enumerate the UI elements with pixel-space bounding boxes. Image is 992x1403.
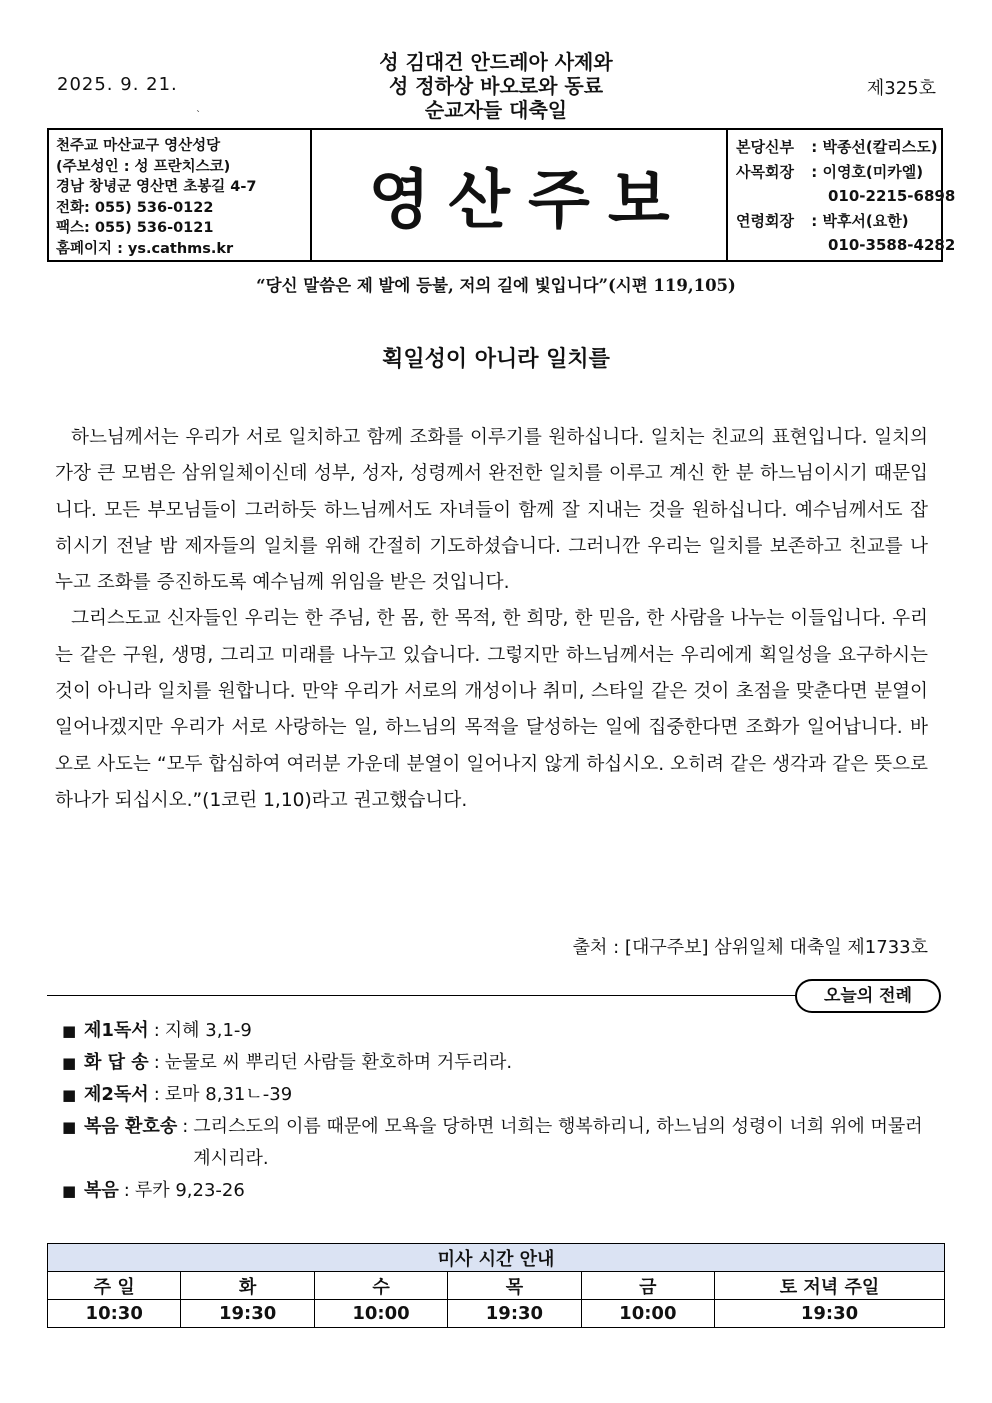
parish-info-line: 경남 창녕군 영산면 초봉길 4-7 <box>56 179 257 195</box>
reading-label: 복음 환호송 <box>84 1116 178 1137</box>
square-bullet-icon: ■ <box>62 1022 77 1040</box>
feast-line: 성 정하상 바오로와 동료 <box>388 74 604 98</box>
stray-mark: ` <box>196 110 201 121</box>
parish-info-line: (주보성인 : 성 프란치스코) <box>56 158 231 175</box>
staff-name: 박종선(칼리스도) <box>822 138 938 156</box>
staff-phone: 010-2215-6898 <box>828 187 956 205</box>
mass-day: 금 <box>581 1272 714 1300</box>
feast-line: 순교자들 대축일 <box>424 98 568 122</box>
square-bullet-icon: ■ <box>62 1118 77 1136</box>
bible-verse: “당신 말씀은 제 발에 등불, 저의 길에 빛입니다”(시편 119,105) <box>256 276 736 295</box>
staff-name: 이영호(미카엘) <box>822 162 924 181</box>
mass-times-row <box>48 1300 945 1328</box>
reading-item: ■ 제1독서 : 지혜 3,1-9 <box>62 1015 932 1047</box>
parish-info-line: 홈페이지 : ys.cathms.kr <box>56 240 234 257</box>
masthead <box>47 128 956 262</box>
mass-time: 19:30 <box>715 1300 945 1328</box>
mass-time: 19:30 <box>448 1300 581 1328</box>
staff-label: 본당신부 <box>736 138 794 156</box>
reading-text: 루카 9,23-26 <box>134 1180 245 1201</box>
staff-phone: 010-3588-4282 <box>828 236 956 254</box>
article-body <box>55 420 928 819</box>
mass-times-caption: 미사 시간 안내 <box>48 1244 945 1272</box>
reading-label: 제2독서 <box>84 1084 149 1105</box>
reading-item: ■ 제2독서 : 로마 8,31ㄴ-39 <box>62 1079 932 1111</box>
reading-text: 로마 8,31ㄴ-39 <box>164 1084 293 1105</box>
reading-label: 화 답 송 <box>84 1052 149 1073</box>
mass-day: 수 <box>314 1272 447 1300</box>
square-bullet-icon: ■ <box>62 1054 77 1072</box>
reading-item: ■ 화 답 송 : 눈물로 씨 뿌리던 사람들 환호하며 거두리라. <box>62 1047 932 1079</box>
article-title: 획일성이 아니라 일치를 <box>382 347 610 372</box>
staff-row: 연령회장 : 박후서(요한) <box>736 209 941 234</box>
staff-label: 연령회장 <box>736 211 794 230</box>
parish-info-line: 팩스: 055) 536-0121 <box>56 220 214 236</box>
square-bullet-icon: ■ <box>62 1182 77 1200</box>
parish-staff <box>726 130 956 260</box>
feast-title <box>0 50 992 122</box>
mass-time: 10:00 <box>581 1300 714 1328</box>
feast-line: 성 김대건 안드레아 사제와 <box>379 50 613 74</box>
reading-text: 그리스도의 이름 때문에 모욕을 당하면 너희는 행복하리니, 하느님의 성령이 너희 위에 머물러 계시리라. <box>193 1116 923 1169</box>
reading-text: 지혜 3,1-9 <box>164 1020 252 1041</box>
bulletin-title: 영산주보 <box>368 163 688 238</box>
article-source: 출처 : [대구주보] 삼위일체 대축일 제1733호 <box>572 937 928 958</box>
reading-label: 제1독서 <box>84 1020 149 1041</box>
article-paragraph: 그리스도교 신자들인 우리는 한 주님, 한 몸, 한 목적, 한 희망, 한 믿음, 한 사람을 나누는 이들입니다. 우리는 같은 구원, 생명, 그리고 미래를 나누고 있습니다. 그렇지만 하느님께서는 우리에게 획일성을 요구하시는 것이 아니라 일치를 원합니다. 만약 우리가 서로의 개성이나 취미, 스타일 같은 것이 초점을 맞춘다면 분열이 일어나겠지만 우리가 서로 사랑하는 일, 하느님의 목적을 달성하는 일에 집중한다면 조화가 일어납니다. 바오로 사도는 “모두 합심하여 여러분 가운데 분열이 일어나지 않게 하십시오. 오히려 같은 생각과 같은 뜻으로 하나가 되십시오.”(1코린 1,10)라고 권고했습니다. <box>55 608 928 811</box>
parish-info-line: 전화: 055) 536-0122 <box>56 199 214 216</box>
liturgy-heading: 오늘의 전례 <box>795 979 941 1013</box>
staff-row: 사목회장 : 이영호(미카엘) <box>736 160 941 185</box>
staff-name: 박후서(요한) <box>822 211 909 230</box>
staff-row: 본당신부 : 박종선(칼리스도) <box>736 135 941 160</box>
readings-list <box>62 1015 932 1207</box>
square-bullet-icon: ■ <box>62 1086 77 1104</box>
mass-time: 10:00 <box>314 1300 447 1328</box>
mass-time: 19:30 <box>181 1300 314 1328</box>
parish-info-line: 천주교 마산교구 영산성당 <box>56 138 221 154</box>
mass-day: 목 <box>448 1272 581 1300</box>
section-divider <box>47 995 797 996</box>
article-paragraph: 하느님께서는 우리가 서로 일치하고 함께 조화를 이루기를 원하십니다. 일치는 친교의 표현입니다. 일치의 가장 큰 모범은 삼위일체이신데 성부, 성자, 성령께서 완전한 일치를 이루고 계신 한 분 하느님이시기 때문입니다. 모든 부모님들이 그러하듯 하느님께서도 자녀들이 함께 잘 지내는 것을 원하십니다. 예수님께서도 잡히시기 전날 밤 제자들의 일치를 위해 간절히 기도하셨습니다. 그러니깐 우리는 일치를 보존하고 친교를 나누고 조화를 증진하도록 예수님께 위임을 받은 것입니다. <box>55 427 928 594</box>
reading-item: ■ 복음 : 루카 9,23-26 <box>62 1175 932 1207</box>
mass-days-row <box>48 1272 945 1300</box>
mass-times-table <box>47 1243 945 1328</box>
mass-time: 10:30 <box>48 1300 181 1328</box>
reading-text: 눈물로 씨 뿌리던 사람들 환호하며 거두리라. <box>164 1052 513 1073</box>
issue-date: 2025. 9. 21. <box>57 74 178 95</box>
staff-label: 사목회장 <box>736 162 794 181</box>
mass-day: 주 일 <box>48 1272 181 1300</box>
mass-day: 토 저녁 주일 <box>715 1272 945 1300</box>
reading-label: 복음 <box>84 1180 119 1201</box>
mass-day: 화 <box>181 1272 314 1300</box>
reading-item: ■ 복음 환호송 : 그리스도의 이름 때문에 모욕을 당하면 너희는 행복하리니, 하느님의 성령이 너희 위에 머물러 계시리라. <box>62 1111 932 1175</box>
issue-number: 제325호 <box>866 78 936 99</box>
parish-info <box>49 130 312 260</box>
